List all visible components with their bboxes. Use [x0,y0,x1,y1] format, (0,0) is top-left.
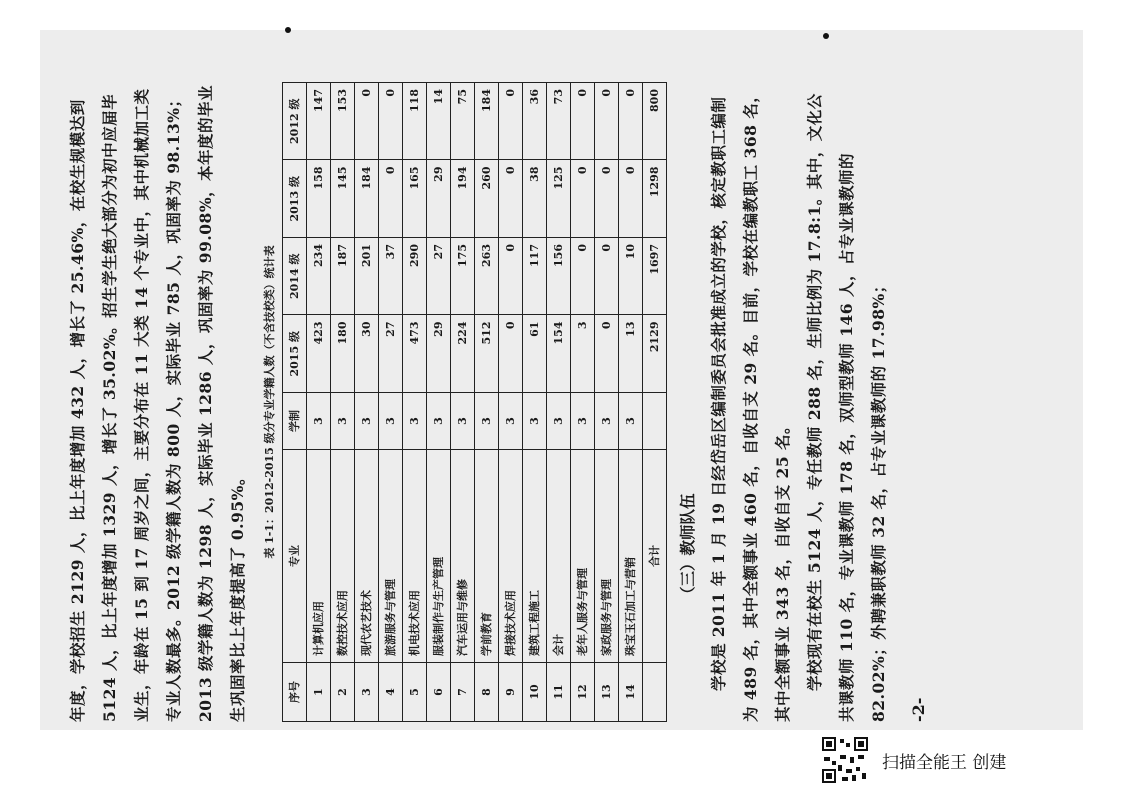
table-cell: 0 [499,315,523,393]
table-row [451,83,475,722]
table-cell: 184 [475,83,499,161]
table-cell: 125 [547,160,571,238]
table-cell: 184 [355,160,379,238]
table-cell: 12 [571,663,595,722]
table-cell: 290 [403,238,427,316]
table-caption: 表 1-1：2012-2015 级分专业学籍人数（不含技校类）统计表 [263,245,276,559]
table-cell: 3 [619,393,643,450]
col-header-duration: 学制 [283,393,307,450]
table-cell: 计算机应用 [307,450,331,663]
punch-mark [285,27,291,33]
table-cell: 建筑工程施工 [523,450,547,663]
table-cell: 37 [379,238,403,316]
table-cell: 3 [355,393,379,450]
table-cell: 0 [499,83,523,161]
table-row [523,83,547,722]
table-cell: 118 [403,83,427,161]
table-cell: 3 [475,393,499,450]
table-cell: 学前教育 [475,450,499,663]
table-cell: 201 [355,238,379,316]
table-cell: 0 [595,160,619,238]
table-cell: 0 [619,83,643,161]
table-header-row [283,83,307,722]
table-row [619,83,643,722]
col-header-2013: 2013 级 [283,160,307,238]
table-row [403,83,427,722]
col-header-2014: 2014 级 [283,238,307,316]
table-cell: 3 [499,393,523,450]
table-cell: 0 [379,160,403,238]
table-cell: 158 [307,160,331,238]
col-header-2012: 2012 级 [283,83,307,161]
table-cell: 10 [619,238,643,316]
col-header-index: 序号 [283,663,307,722]
table-row [331,83,355,722]
table-row [499,83,523,722]
enrollment-table [282,82,667,722]
table-cell: 194 [451,160,475,238]
table-cell: 3 [331,393,355,450]
table-cell: 73 [547,83,571,161]
table-cell: 5 [403,663,427,722]
table-cell: 7 [451,663,475,722]
table-cell: 145 [331,160,355,238]
table-cell: 30 [355,315,379,393]
rotated-document-page [62,82,1062,722]
total-value: 2129 [643,315,667,393]
qr-code-icon [822,737,868,783]
table-cell: 珠宝玉石加工与营销 [619,450,643,663]
table-cell: 0 [499,238,523,316]
table-cell: 27 [379,315,403,393]
table-cell: 焊接技术应用 [499,450,523,663]
total-value: 1298 [643,160,667,238]
table-cell: 156 [547,238,571,316]
table-cell: 13 [595,663,619,722]
section-heading: （三）教师队伍 [678,493,697,602]
table-cell: 187 [331,238,355,316]
table-row [355,83,379,722]
paragraph-enrollment: 年度，学校招生 2129 人，比上年度增加 432 人，增长了 25.46%，在校生规模达到 5124 人，比上年度增加 1329 人，增长了 35.02%。招生学生绝大部分为初中应届毕业生，年龄在 15 到 17 周岁之间，主要分布在 11 大类 14 个专业中，其中机械加工类专业人数最多。2012 级学籍人数为 800 人，实际毕业 785 人，巩固率为 98.13%；2013 级学籍人数为 1298 人，实际毕业 1286 人，巩固率为 99.08%，本年度的毕业生巩固率比上年度提高了 0.95%。 [68,84,247,722]
table-cell: 会计 [547,450,571,663]
table-cell: 3 [427,393,451,450]
paragraph-teachers: 学校现有在校生 5124 人，专任教师 288 名，生师比例为 17.8:1。其中，文化公共课教师 110 名，专业课教师 178 名，双师型教师 146 人，占专业课教师的 82.02%；外聘兼职教师 32 名，占专业课教师的 17.98%； [805,93,888,722]
scanner-watermark [822,736,1006,784]
table-cell: 家政服务与管理 [595,450,619,663]
table-cell: 老年人服务与管理 [571,450,595,663]
table-cell: 29 [427,160,451,238]
col-header-major: 专业 [283,450,307,663]
table-row [547,83,571,722]
table-cell: 8 [475,663,499,722]
table-cell: 0 [595,315,619,393]
col-header-2015: 2015 级 [283,315,307,393]
table-cell: 61 [523,315,547,393]
table-cell: 11 [547,663,571,722]
table-cell: 153 [331,83,355,161]
table-cell: 38 [523,160,547,238]
table-cell: 0 [571,238,595,316]
table-cell: 2 [331,663,355,722]
table-cell: 14 [427,83,451,161]
table-cell: 旅游服务与管理 [379,450,403,663]
table-cell: 423 [307,315,331,393]
table-cell: 10 [523,663,547,722]
table-cell: 13 [619,315,643,393]
table-cell: 0 [379,83,403,161]
table-cell: 27 [427,238,451,316]
table-cell: 29 [427,315,451,393]
table-cell: 3 [595,393,619,450]
table-cell: 3 [523,393,547,450]
total-label: 合计 [643,450,667,663]
table-row [307,83,331,722]
table-cell: 0 [595,83,619,161]
table-cell: 512 [475,315,499,393]
table-cell: 0 [595,238,619,316]
table-cell: 3 [547,393,571,450]
table-cell: 75 [451,83,475,161]
table-cell: 154 [547,315,571,393]
table-cell: 3 [307,393,331,450]
table-cell: 0 [571,83,595,161]
table-cell: 0 [355,83,379,161]
table-cell: 263 [475,238,499,316]
table-cell: 147 [307,83,331,161]
table-cell: 4 [379,663,403,722]
table-row [595,83,619,722]
table-row [571,83,595,722]
table-cell: 14 [619,663,643,722]
total-value: 1697 [643,238,667,316]
table-cell: 473 [403,315,427,393]
watermark-text: 扫描全能王 创建 [882,752,1007,773]
table-cell: 3 [379,393,403,450]
table-cell: 0 [619,160,643,238]
table-cell: 3 [403,393,427,450]
table-row [379,83,403,722]
table-cell: 175 [451,238,475,316]
table-cell: 1 [307,663,331,722]
table-cell: 3 [571,315,595,393]
table-cell: 3 [451,393,475,450]
table-row [427,83,451,722]
table-cell: 服装制作与生产管理 [427,450,451,663]
total-value: 800 [643,83,667,161]
table-cell: 0 [499,160,523,238]
table-cell: 165 [403,160,427,238]
table-cell: 机电技术应用 [403,450,427,663]
table-cell: 3 [355,663,379,722]
table-cell: 0 [571,160,595,238]
table-cell: 6 [427,663,451,722]
table-cell: 180 [331,315,355,393]
table-cell: 260 [475,160,499,238]
table-cell: 9 [499,663,523,722]
table-cell [643,393,667,450]
table-cell: 数控技术应用 [331,450,355,663]
table-cell [643,663,667,722]
punch-mark [823,33,829,39]
table-cell: 117 [523,238,547,316]
page-number: -2- [909,697,928,722]
table-cell: 224 [451,315,475,393]
table-total-row [643,83,667,722]
table-cell: 36 [523,83,547,161]
table-cell: 现代农艺技术 [355,450,379,663]
table-row [475,83,499,722]
table-cell: 3 [571,393,595,450]
paragraph-staffing: 学校是 2011 年 1 月 19 日经岱岳区编制委员会批准成立的学校，核定教职工编制为 489 名，其中全额事业 460 名，自收自支 29 名。目前，学校在编教职工 368 名，其中全额事业 343 名，自收自支 25 名。 [709,86,792,722]
table-cell: 234 [307,238,331,316]
table-cell: 汽车运用与维修 [451,450,475,663]
